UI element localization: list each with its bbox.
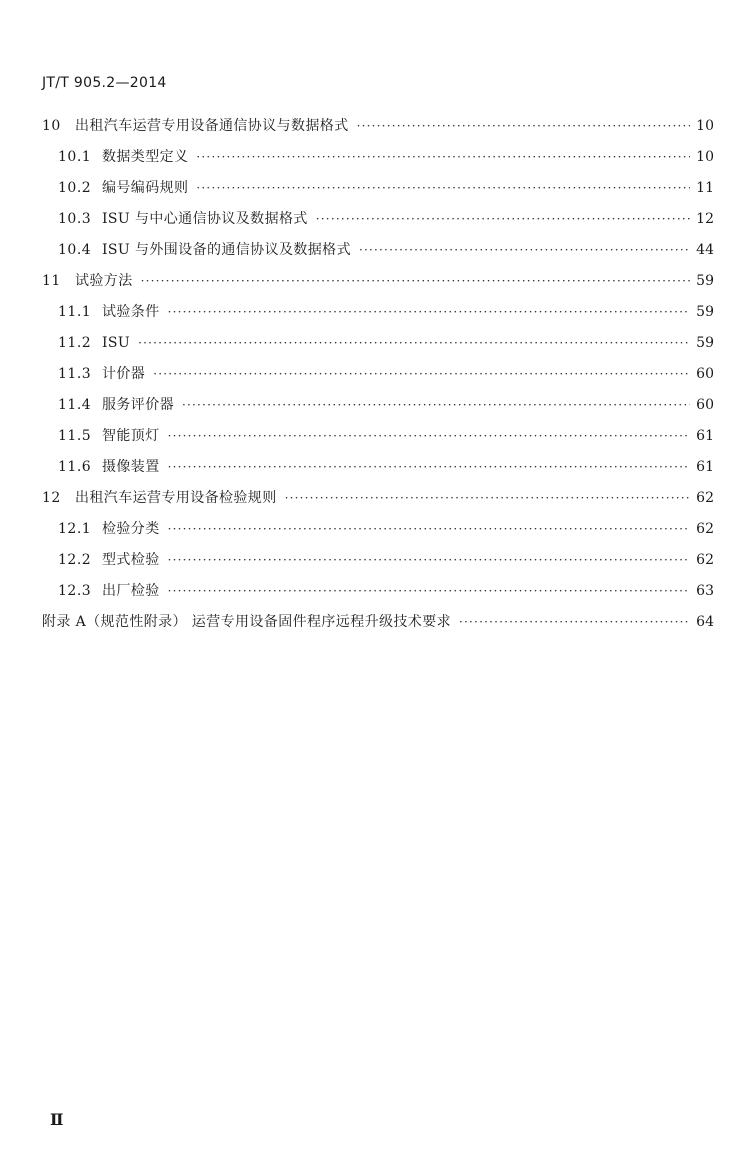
toc-entry[interactable]: [42, 390, 714, 421]
leader-dots: [357, 111, 691, 142]
toc-entry-title: 检验分类: [102, 521, 160, 537]
toc-entry-title: 计价器: [102, 366, 146, 382]
toc-entry-page: 62: [696, 490, 714, 506]
toc-entry-title: 出租汽车运营专用设备检验规则: [75, 490, 277, 506]
standard-code-header: JT/T 905.2—2014: [42, 75, 167, 91]
leader-dots: [359, 235, 690, 266]
toc-entry-number: 12.1: [58, 521, 92, 537]
toc-entry-title: 附录 A（规范性附录） 运营专用设备固件程序远程升级技术要求: [42, 614, 452, 630]
toc-entry-page: 60: [696, 397, 714, 413]
toc-entry-title: ISU 与外围设备的通信协议及数据格式: [102, 242, 351, 258]
toc-entry-title: 智能顶灯: [102, 428, 160, 444]
table-of-contents: [42, 111, 714, 638]
toc-entry-appendix[interactable]: [42, 607, 714, 638]
toc-entry-number: 11.4: [58, 397, 92, 413]
toc-entry[interactable]: [42, 266, 714, 297]
toc-entry-title: 摄像装置: [102, 459, 160, 475]
toc-entry-title: 数据类型定义: [102, 149, 189, 165]
toc-entry[interactable]: [42, 204, 714, 235]
toc-entry[interactable]: [42, 452, 714, 483]
toc-entry-page: 61: [696, 428, 714, 444]
toc-entry-page: 61: [696, 459, 714, 475]
toc-entry-title: 试验条件: [102, 304, 160, 320]
toc-entry[interactable]: [42, 421, 714, 452]
toc-entry-page: 64: [696, 614, 714, 630]
toc-entry[interactable]: [42, 483, 714, 514]
toc-entry-title: 出租汽车运营专用设备通信协议与数据格式: [75, 118, 349, 134]
toc-entry[interactable]: [42, 359, 714, 390]
toc-entry-page: 10: [696, 149, 714, 165]
toc-entry[interactable]: [42, 173, 714, 204]
leader-dots: [168, 421, 691, 452]
leader-dots: [168, 576, 691, 607]
toc-entry[interactable]: [42, 297, 714, 328]
toc-entry-number: 11.2: [58, 335, 92, 351]
toc-entry-page: 62: [696, 521, 714, 537]
toc-entry-page: 11: [696, 180, 714, 196]
toc-entry-number: 10.2: [58, 180, 92, 196]
toc-entry-page: 44: [696, 242, 714, 258]
leader-dots: [182, 390, 690, 421]
toc-entry-number: 10: [42, 118, 61, 134]
toc-entry-title: 试验方法: [75, 273, 133, 289]
toc-entry-title: 服务评价器: [102, 397, 174, 413]
leader-dots: [196, 173, 690, 204]
leader-dots: [459, 607, 690, 638]
toc-entry-number: 10.4: [58, 242, 92, 258]
toc-entry[interactable]: [42, 545, 714, 576]
toc-entry[interactable]: [42, 576, 714, 607]
toc-entry-number: 11.5: [58, 428, 92, 444]
leader-dots: [196, 142, 690, 173]
toc-entry-number: 11.1: [58, 304, 92, 320]
toc-entry[interactable]: [42, 328, 714, 359]
leader-dots: [168, 452, 691, 483]
toc-entry-page: 62: [696, 552, 714, 568]
leader-dots: [168, 545, 691, 576]
toc-entry-number: 12.2: [58, 552, 92, 568]
toc-entry-title: 编号编码规则: [102, 180, 189, 196]
footer-page-number: Ⅱ: [50, 1110, 64, 1129]
leader-dots: [168, 297, 691, 328]
toc-entry-number: 11.3: [58, 366, 92, 382]
toc-entry-page: 63: [696, 583, 714, 599]
toc-entry-title: 型式检验: [102, 552, 160, 568]
toc-entry-page: 10: [696, 118, 714, 134]
leader-dots: [316, 204, 690, 235]
toc-entry-page: 59: [696, 273, 714, 289]
leader-dots: [138, 328, 690, 359]
toc-entry[interactable]: [42, 235, 714, 266]
toc-entry-number: 10.3: [58, 211, 92, 227]
toc-entry-page: 12: [696, 211, 714, 227]
toc-entry-number: 11: [42, 273, 61, 289]
toc-entry-page: 60: [696, 366, 714, 382]
toc-entry-title: 出厂检验: [102, 583, 160, 599]
toc-entry-page: 59: [696, 304, 714, 320]
leader-dots: [153, 359, 690, 390]
toc-entry[interactable]: [42, 111, 714, 142]
toc-entry-number: 11.6: [58, 459, 92, 475]
leader-dots: [141, 266, 691, 297]
toc-entry-number: 12: [42, 490, 61, 506]
toc-entry-title: ISU 与中心通信协议及数据格式: [102, 211, 308, 227]
leader-dots: [168, 514, 691, 545]
toc-entry-page: 59: [696, 335, 714, 351]
toc-entry-number: 12.3: [58, 583, 92, 599]
toc-entry[interactable]: [42, 142, 714, 173]
leader-dots: [285, 483, 691, 514]
toc-entry[interactable]: [42, 514, 714, 545]
toc-entry-number: 10.1: [58, 149, 92, 165]
toc-entry-title: ISU: [102, 335, 131, 351]
